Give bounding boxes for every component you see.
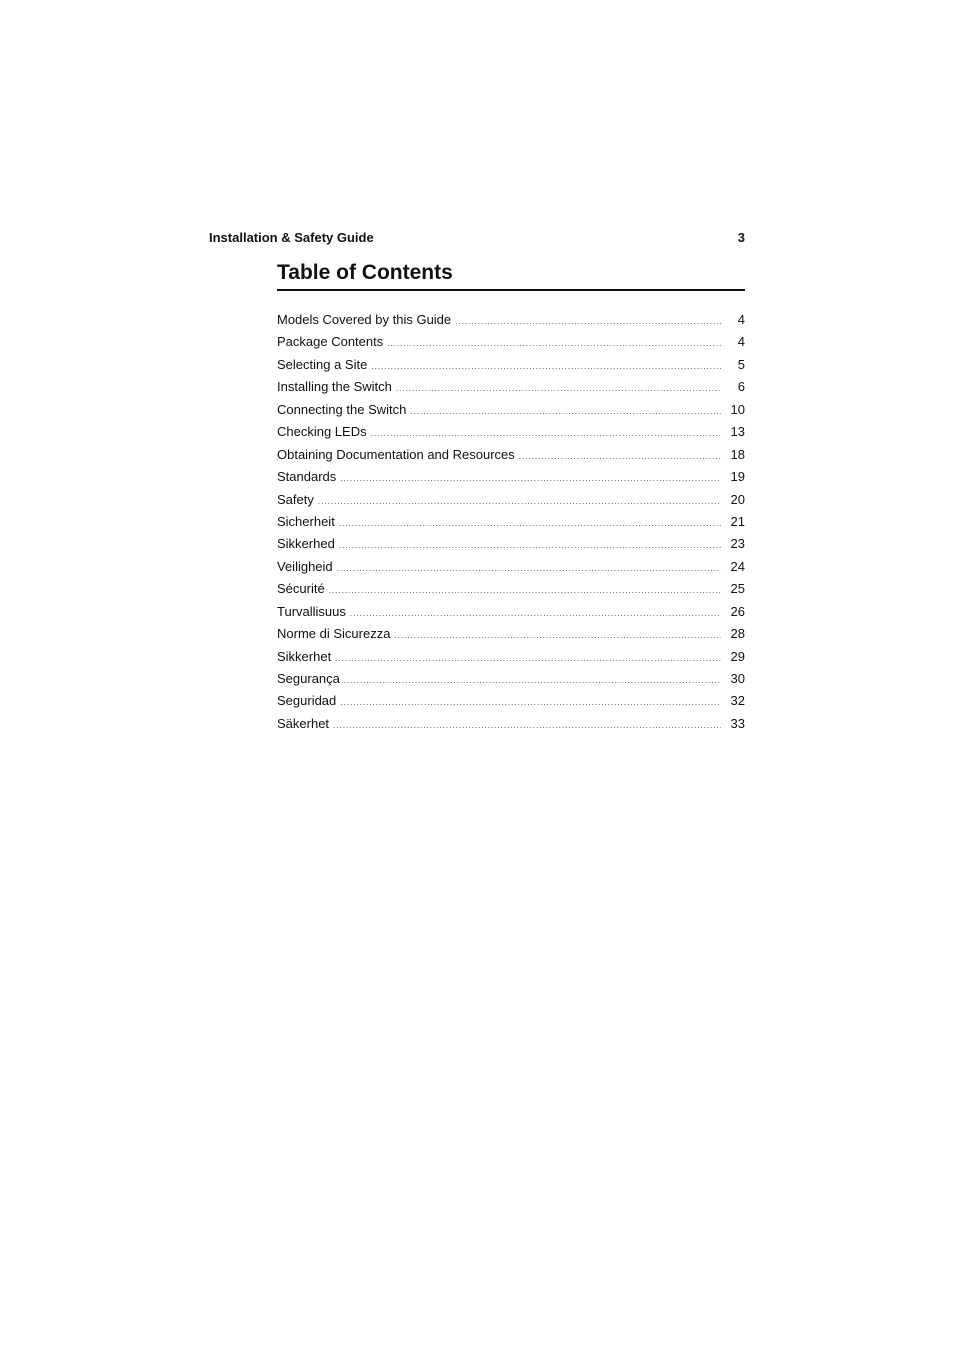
page-number: 3 — [737, 229, 745, 245]
toc-entry-label: Norme di Sicurezza — [277, 626, 391, 642]
toc-entry-label: Säkerhet — [277, 715, 330, 731]
dot-leader — [371, 423, 721, 445]
toc-entry-page: 5 — [737, 356, 745, 372]
toc-entry-page: 30 — [730, 671, 745, 686]
toc-entry-label: Package Contents — [277, 334, 384, 350]
dot-leader — [387, 333, 721, 355]
toc-entry[interactable] — [277, 578, 745, 600]
toc-entry[interactable] — [277, 489, 745, 511]
dot-leader — [339, 535, 721, 557]
toc-entry-page: 4 — [737, 334, 745, 350]
toc-entry[interactable] — [277, 668, 745, 690]
dot-leader — [350, 603, 721, 625]
dot-leader — [519, 446, 721, 468]
toc-entry-page: 20 — [730, 491, 745, 507]
dot-leader — [340, 468, 721, 490]
toc-entry-page: 4 — [737, 312, 745, 327]
running-header — [209, 228, 745, 246]
dot-leader — [337, 558, 721, 580]
toc-entry-label: Selecting a Site — [277, 356, 368, 372]
toc-entry-label: Seguridad — [277, 693, 337, 709]
toc-list — [277, 309, 745, 735]
toc-entry-label: Checking LEDs — [277, 424, 367, 440]
toc-entry-page: 13 — [730, 424, 745, 440]
toc-entry-label: Obtaining Documentation and Resources — [277, 446, 515, 462]
toc-entry-page: 25 — [730, 581, 745, 597]
toc-entry-label: Turvallisuus — [277, 603, 346, 619]
toc-entry[interactable] — [277, 354, 745, 376]
toc-entry-page: 33 — [730, 715, 745, 731]
dot-leader — [410, 401, 721, 423]
toc-entry[interactable] — [277, 556, 745, 578]
toc-title: Table of Contents — [277, 261, 453, 284]
toc-entry[interactable] — [277, 690, 745, 712]
dot-leader — [333, 715, 721, 737]
dot-leader — [340, 692, 721, 714]
toc-entry-page: 6 — [737, 379, 745, 395]
toc-entry-label: Sikkerhet — [277, 648, 332, 664]
dot-leader — [455, 311, 721, 333]
toc-entry-label: Segurança — [277, 671, 340, 686]
toc-entry-label: Sécurité — [277, 581, 325, 597]
dot-leader — [371, 356, 721, 378]
toc-entry[interactable] — [277, 444, 745, 466]
document-title: Installation & Safety Guide — [209, 229, 374, 245]
toc-entry-label: Veiligheid — [277, 558, 333, 574]
toc-entry-label: Installing the Switch — [277, 379, 392, 395]
toc-entry-label: Safety — [277, 491, 314, 507]
toc-entry[interactable] — [277, 713, 745, 735]
toc-entry-page: 18 — [730, 446, 745, 462]
dot-leader — [394, 625, 721, 647]
dot-leader — [335, 648, 721, 670]
toc-entry-page: 10 — [730, 401, 745, 417]
toc-entry[interactable] — [277, 421, 745, 443]
dot-leader — [329, 580, 721, 602]
toc-entry-page: 23 — [730, 536, 745, 552]
toc-entry-page: 26 — [730, 603, 745, 619]
toc-entry[interactable] — [277, 331, 745, 353]
toc-entry[interactable] — [277, 511, 745, 533]
toc-entry-label: Connecting the Switch — [277, 401, 407, 417]
toc-entry-page: 21 — [730, 513, 745, 529]
toc-entry-label: Sikkerhed — [277, 536, 335, 552]
toc-entry[interactable] — [277, 646, 745, 668]
dot-leader — [344, 670, 721, 692]
toc-entry-page: 28 — [730, 626, 745, 642]
toc-entry-page: 19 — [730, 469, 745, 485]
toc-entry[interactable] — [277, 399, 745, 421]
toc-entry[interactable] — [277, 466, 745, 488]
dot-leader — [396, 378, 721, 400]
toc-entry-label: Standards — [277, 469, 337, 485]
dot-leader — [339, 513, 721, 535]
toc-entry-page: 32 — [730, 693, 745, 709]
toc-entry[interactable] — [277, 601, 745, 623]
dot-leader — [318, 491, 721, 513]
toc-entry[interactable] — [277, 623, 745, 645]
toc-entry-page: 24 — [730, 558, 745, 574]
toc-entry[interactable] — [277, 376, 745, 398]
toc-entry-page: 29 — [730, 648, 745, 664]
toc-entry-label: Models Covered by this Guide — [277, 312, 452, 327]
toc-entry[interactable] — [277, 309, 745, 331]
title-rule — [277, 289, 745, 291]
toc-entry-label: Sicherheit — [277, 513, 335, 529]
toc-entry[interactable] — [277, 533, 745, 555]
